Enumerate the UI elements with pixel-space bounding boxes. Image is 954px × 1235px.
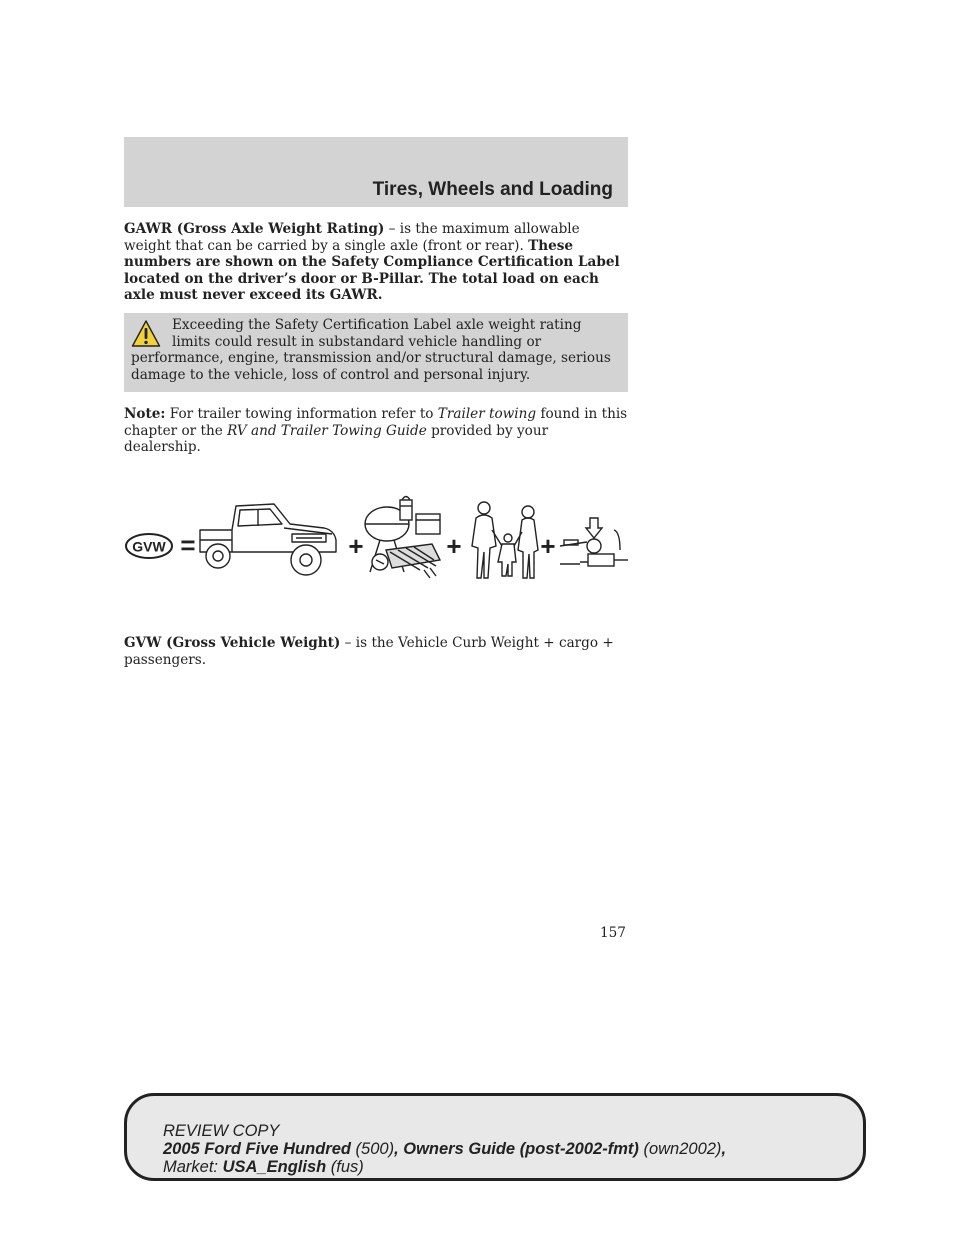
gawr-term: GAWR (Gross Axle Weight Rating) <box>124 221 385 237</box>
gvw-paragraph <box>124 635 628 668</box>
section-title: Tires, Wheels and Loading <box>372 179 613 200</box>
review-copy-label: REVIEW COPY <box>163 1122 280 1140</box>
note-text: For trailer towing information refer to <box>165 406 438 422</box>
footer-guide: Owners Guide (post-2002-fmt) <box>403 1140 639 1158</box>
cargo-icon <box>365 497 440 579</box>
trailer-hitch-icon <box>560 518 628 566</box>
page-number: 157 <box>600 925 626 941</box>
plus-sign: + <box>348 531 364 561</box>
gvw-badge-label: GVW <box>132 538 166 555</box>
note-label: Note: <box>124 406 166 422</box>
footer-market-code: (fus) <box>326 1158 364 1176</box>
gvw-definition: – is the Vehicle Curb Weight + cargo + passengers. <box>124 635 614 668</box>
equals-sign: = <box>180 530 196 560</box>
towing-guide-reference: RV and Trailer Towing Guide <box>227 422 427 439</box>
passengers-icon <box>472 502 538 578</box>
footer-model: 2005 Ford Five Hundred <box>163 1140 351 1158</box>
footer-guide-line <box>163 1140 853 1158</box>
review-copy-footer <box>124 1093 866 1181</box>
plus-sign: + <box>446 531 462 561</box>
pickup-truck-icon <box>200 504 336 575</box>
gawr-bold-statement: These numbers are shown on the Safety Compliance Certification Label located on the driver’s door or B-Pillar. The total load on each axle must never exceed its GAWR. <box>124 237 620 303</box>
footer-separator: , <box>394 1140 404 1158</box>
gawr-paragraph <box>124 221 628 304</box>
gvw-term: GVW (Gross Vehicle Weight) <box>124 635 341 651</box>
warning-triangle-icon <box>131 319 161 349</box>
footer-separator: , <box>721 1140 727 1158</box>
section-header <box>124 137 628 207</box>
footer-market: USA_English <box>222 1158 327 1176</box>
note-text: provided by your dealership. <box>124 422 549 455</box>
footer-market-line <box>163 1158 853 1176</box>
footer-model-code: (500) <box>350 1140 395 1158</box>
note-text: found in this chapter or the <box>124 406 628 439</box>
note-paragraph <box>124 406 628 456</box>
footer-market-label: Market: <box>163 1158 223 1176</box>
trailer-towing-reference: Trailer towing <box>437 406 537 422</box>
gvw-illustration <box>124 490 628 590</box>
warning-text: Exceeding the Safety Certification Label axle weight rating limits could result in substandard vehicle handling or performance, engine, transmission and/or structural damage, serious damage to the vehicle, loss of control and personal injury. <box>131 317 611 383</box>
gvw-badge <box>126 534 172 558</box>
plus-sign: + <box>540 531 556 561</box>
footer-guide-code: (own2002) <box>638 1140 722 1158</box>
gawr-definition: – is the maximum allowable weight that can be carried by a single axle (front or rear). <box>124 221 580 254</box>
warning-box <box>124 313 628 392</box>
